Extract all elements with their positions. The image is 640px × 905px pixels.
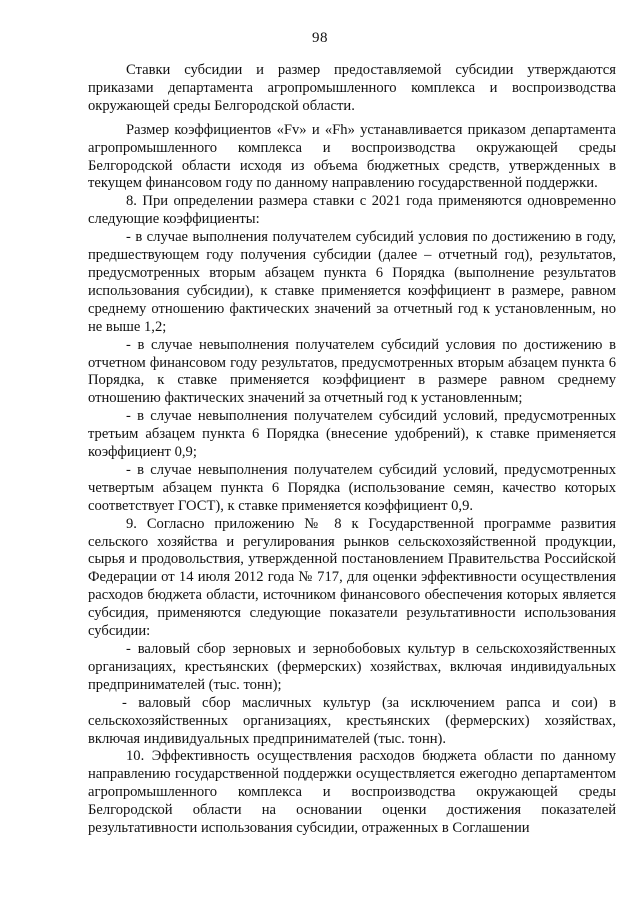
document-body	[88, 62, 616, 838]
list-item-coefficient-seeds: - в случае невыполнения получателем субсидий условий, предусмотренных четвертым абзацем пункта 6 Порядка (использование семян, качество которых соответствует ГОСТ), к ставке применяется коэффициент 0,9.	[88, 461, 616, 514]
paragraph-item-8: 8. При определении размера ставки с 2021 года применяются одновременно следующие коэффициенты:	[88, 193, 616, 228]
list-item-grain-harvest: - валовый сбор зерновых и зернобобовых культур в сельскохозяйственных организациях, крестьянских (фермерских) хозяйствах, включая индивидуальных предпринимателей (тыс. тонн);	[88, 641, 616, 693]
paragraph-item-10: 10. Эффективность осуществления расходов бюджета области по данному направлению государственной поддержки осуществляется ежегодно департаментом агропромышленного комплекса и воспроизводства окружающей среды Белгородской области на основании оценки достижения показателей результативности использования субсидии, отраженных в Соглашении	[88, 748, 616, 837]
list-item-coefficient-nonfulfillment: - в случае невыполнения получателем субсидий условия по достижению в отчетном финансовом году результатов, предусмотренных вторым абзацем пункта 6 Порядка, к ставке применяется коэффициент в размере равном среднему отношению фактических значений за отчетный год к установленным;	[88, 336, 616, 407]
list-item-coefficient-fertilizer: - в случае невыполнения получателем субсидий условий, предусмотренных третьим абзацем пункта 6 Порядка (внесение удобрений), к ставке применяется коэффициент 0,9;	[88, 408, 616, 461]
list-item-oilseed-harvest: - валовый сбор масличных культур (за исключением рапса и сои) в сельскохозяйственных организациях, крестьянских (фермерских) хозяйствах, включая индивидуальных предпринимателей (тыс. тонн).	[88, 694, 616, 747]
paragraph-item-9: 9. Согласно приложению № 8 к Государственной программе развития сельского хозяйства и регулирования рынков сельскохозяйственной продукции, сырья и продовольствия, утвержденной постановлением Правительства Российской Федерации от 14 июля 2012 года № 717, для оценки эффективности осуществления расходов бюджета области, источником финансового обеспечения которых является субсидия, применяются следующие показатели результативности использования субсидии:	[88, 515, 616, 640]
page-number: 98	[312, 30, 328, 46]
paragraph-subsidy-rates: Ставки субсидии и размер предоставляемой субсидии утверждаются приказами департамента агропромышленного комплекса и воспроизводства окружающей среды Белгородской области.	[88, 62, 616, 114]
paragraph-coefficients-size: Размер коэффициентов «Fv» и «Fh» устанавливается приказом департамента агропромышленного комплекса и воспроизводства окружающей среды Белгородской области исходя из объема бюджетных средств, утвержденных в текущем финансовом году по данному направлению государственной поддержки.	[88, 121, 616, 192]
list-item-coefficient-fulfillment: - в случае выполнения получателем субсидий условия по достижению в году, предшествующем году получения субсидии (далее – отчетный год), результатов, предусмотренных вторым абзацем пункта 6 Порядка (выполнение результатов использования субсидии), к ставке применяется коэффициент в размере, равном среднему отношению фактических значений за отчетный год к установленным, но не выше 1,2;	[88, 229, 616, 335]
